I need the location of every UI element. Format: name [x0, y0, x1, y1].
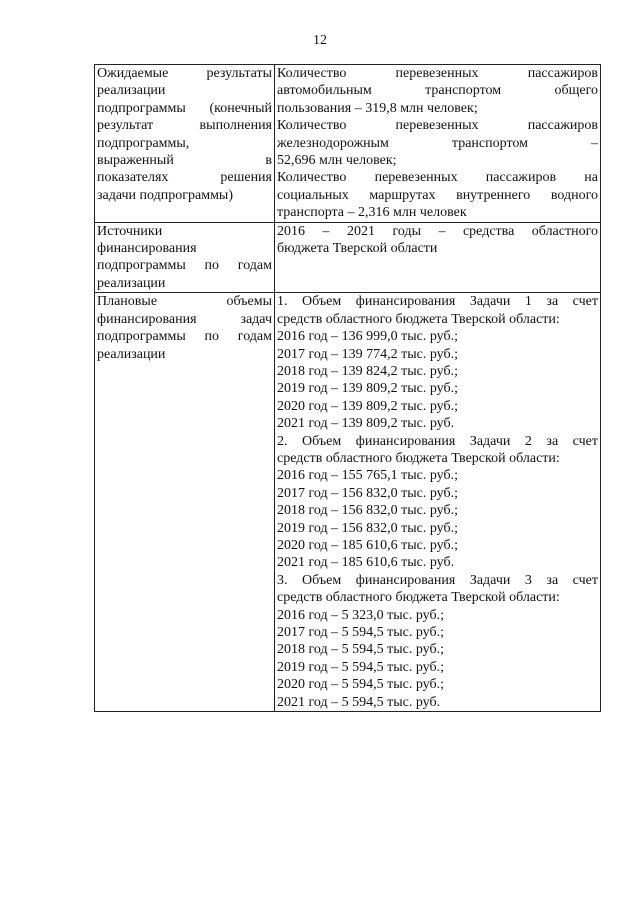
- label-line: показателях решения: [97, 170, 272, 186]
- content-line: пользования – 319,8 млн человек;: [277, 100, 478, 116]
- content-line: средств областного бюджета Тверской области:: [277, 450, 560, 466]
- content-line: 2019 год – 5 594,5 тыс. руб.;: [277, 659, 444, 675]
- content-line: 2017 год – 5 594,5 тыс. руб.;: [277, 625, 444, 640]
- content-line: 2020 год – 185 610,6 тыс. руб.;: [277, 537, 458, 553]
- content-line: социальных маршрутах внутреннего водного: [277, 187, 598, 203]
- content-line: железнодорожным транспортом –: [277, 135, 598, 151]
- subprogram-passport-table: [94, 64, 601, 712]
- label-line: подпрограммы по годам: [97, 329, 272, 345]
- content-line: 2017 год – 139 774,2 тыс. руб.;: [277, 346, 458, 362]
- content-line: 2. Объем финансирования Задачи 2 за счет: [277, 433, 598, 449]
- table-row-expected-results: [95, 65, 601, 223]
- content-line: 2021 год – 185 610,6 тыс. руб.: [277, 555, 455, 571]
- label-line: реализации: [97, 346, 166, 362]
- content-line: 2018 год – 156 832,0 тыс. руб.;: [277, 503, 458, 519]
- label-line: Плановые объемы: [97, 294, 272, 310]
- content-line: средств областного бюджета Тверской области:: [277, 311, 560, 327]
- content-line: 52,696 млн человек;: [277, 153, 397, 169]
- label-line: задачи подпрограммы): [97, 187, 234, 203]
- content-line: Количество перевезенных пассажиров: [277, 118, 598, 134]
- table-row-funding-sources: [95, 222, 601, 293]
- content-line: 2019 год – 156 832,0 тыс. руб.;: [277, 520, 458, 536]
- content-line: 2016 год – 5 323,0 тыс. руб.;: [277, 607, 444, 623]
- content-line: Количество перевезенных пассажиров: [277, 66, 598, 81]
- content-line: средств областного бюджета Тверской области:: [277, 590, 560, 606]
- content-line: Количество перевезенных пассажиров на: [277, 170, 598, 186]
- label-line: результат выполнения: [97, 118, 272, 134]
- content-line: 2020 год – 5 594,5 тыс. руб.;: [277, 677, 444, 693]
- label-line: выраженный в: [97, 153, 272, 169]
- label-line: реализации: [97, 275, 166, 291]
- content-line: 2017 год – 156 832,0 тыс. руб.;: [277, 485, 458, 501]
- content-line: бюджета Тверской области: [277, 241, 438, 257]
- content-line: 2016 – 2021 годы – средства областного: [277, 223, 598, 239]
- label-line: финансирования: [97, 241, 197, 257]
- label-line: финансирования задач: [97, 311, 272, 327]
- content-line: 2016 год – 155 765,1 тыс. руб.;: [277, 468, 458, 484]
- label-line: подпрограммы (конечный: [97, 100, 272, 116]
- content-line: автомобильным транспортом общего: [277, 83, 598, 99]
- page-number: 12: [313, 33, 327, 48]
- label-line: Ожидаемые результаты: [97, 66, 272, 81]
- row-label-funding-sources: [95, 222, 275, 293]
- content-line: транспорта – 2,316 млн человек: [277, 205, 467, 221]
- content-line: 2016 год – 136 999,0 тыс. руб.;: [277, 329, 458, 345]
- content-line: 2021 год – 139 809,2 тыс. руб.: [277, 416, 455, 432]
- row-label-expected-results: [95, 65, 275, 223]
- content-line: 2019 год – 139 809,2 тыс. руб.;: [277, 381, 458, 397]
- row-content-funding-sources: [275, 222, 601, 293]
- label-line: Источники: [97, 223, 163, 239]
- content-line: 3. Объем финансирования Задачи 3 за счет: [277, 572, 598, 588]
- table-row-planned-funding: [95, 293, 601, 712]
- content-line: 2021 год – 5 594,5 тыс. руб.: [277, 694, 441, 710]
- label-line: подпрограммы,: [97, 135, 190, 151]
- content-line: 1. Объем финансирования Задачи 1 за счет: [277, 294, 598, 310]
- row-content-expected-results: [275, 65, 601, 223]
- label-line: подпрограммы по годам: [97, 258, 272, 274]
- row-content-planned-funding: [275, 293, 601, 712]
- content-line: 2020 год – 139 809,2 тыс. руб.;: [277, 398, 458, 414]
- label-line: реализации: [97, 83, 166, 99]
- content-line: 2018 год – 5 594,5 тыс. руб.;: [277, 642, 444, 658]
- content-line: 2018 год – 139 824,2 тыс. руб.;: [277, 363, 458, 379]
- row-label-planned-funding: [95, 293, 275, 712]
